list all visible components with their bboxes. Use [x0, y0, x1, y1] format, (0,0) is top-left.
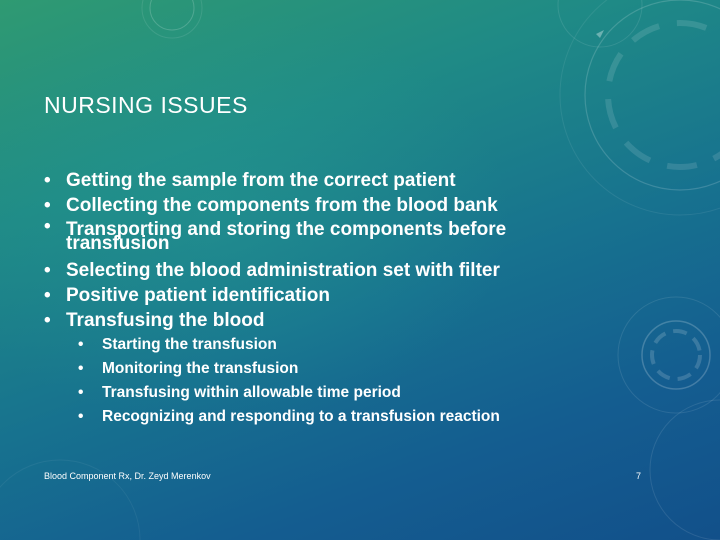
footer-text: Blood Component Rx, Dr. Zeyd Merenkov [44, 471, 211, 481]
bullet-item: • Transfusing the blood [44, 310, 564, 331]
sub-bullet-item: • Recognizing and responding to a transfusion reaction [44, 407, 564, 426]
slide-number: 7 [636, 471, 642, 481]
bullet-item: • Collecting the components from the blood bank [44, 195, 564, 216]
sub-bullet-item: • Transfusing within allowable time period [44, 383, 564, 402]
bullet-item: • Positive patient identification [44, 285, 564, 306]
bullet-item: • Selecting the blood administration set with filter [44, 260, 564, 281]
sub-bullet-item: • Monitoring the transfusion [44, 359, 564, 378]
bullet-list [44, 170, 564, 431]
bullet-item: • Transporting and storing the components before transfusion [44, 220, 564, 251]
bullet-item: • Getting the sample from the correct patient [44, 170, 564, 191]
slide-title: NURSING ISSUES [44, 92, 248, 118]
sub-bullet-item: • Starting the transfusion [44, 335, 564, 354]
